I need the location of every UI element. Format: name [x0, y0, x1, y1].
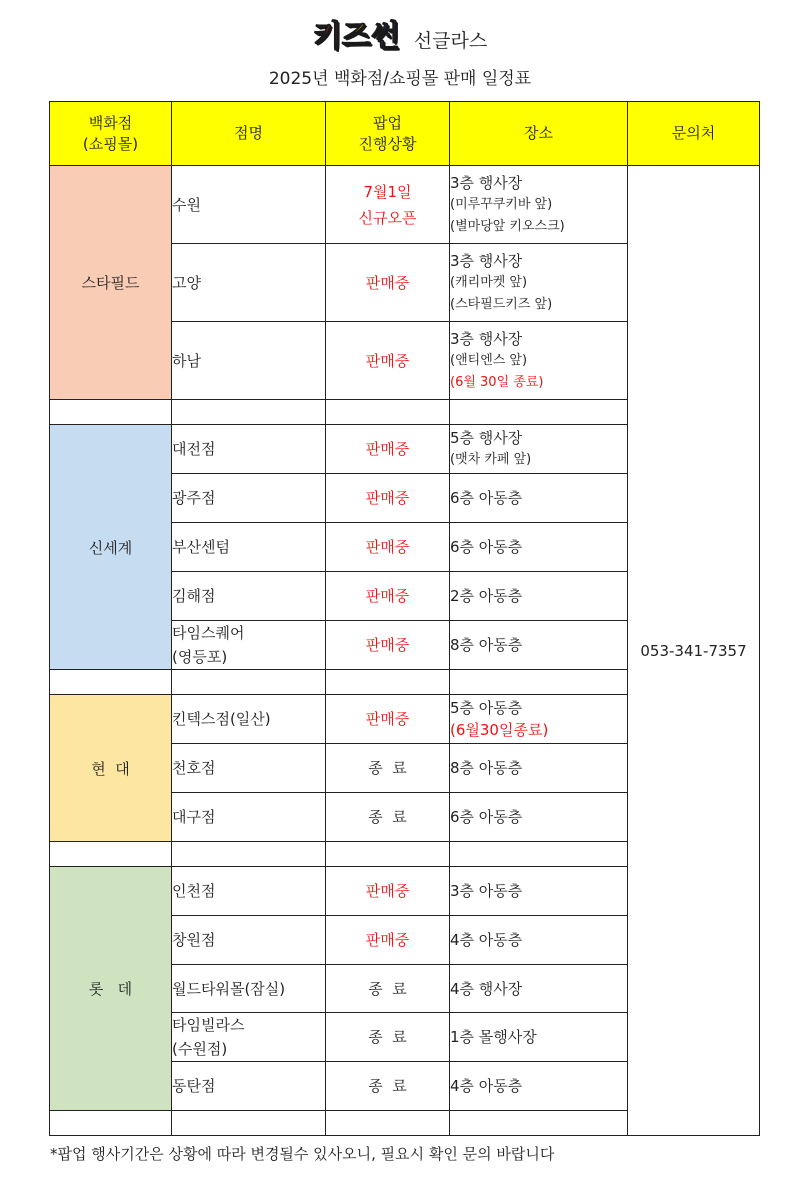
store-name: 수원 [172, 195, 201, 214]
store-name: 인천점 [172, 882, 216, 900]
status-text: 판매중 [365, 882, 410, 900]
brand-name: 선글라스 [413, 30, 488, 52]
place-detail: (스타필드키즈 앞) [450, 296, 553, 312]
spacer-cell [326, 1111, 450, 1136]
store-cell [172, 793, 326, 842]
store-cell [172, 322, 326, 400]
store-name: 동탄점 [172, 1077, 216, 1095]
status-cell [326, 1062, 450, 1111]
place-main: 1층 몰행사장 [450, 1028, 537, 1046]
spacer-cell [172, 400, 326, 425]
spacer-cell [326, 842, 450, 867]
store-cell [172, 695, 326, 744]
schedule-table [49, 101, 760, 1136]
status-cell [326, 621, 450, 670]
store-cell [172, 244, 326, 322]
column-header: 장소 [450, 102, 628, 166]
column-header: 백화점 (쇼핑몰) [50, 102, 172, 166]
place-cell [450, 322, 628, 400]
status-text: 판매중 [365, 489, 410, 507]
place-cell [450, 695, 628, 744]
store-name: 킨텍스점(일산) [172, 710, 271, 728]
place-cell [450, 916, 628, 965]
place-main: 4층 아동층 [450, 1077, 523, 1095]
place-main: 4층 아동층 [450, 931, 523, 949]
status-cell [326, 965, 450, 1013]
status-cell [326, 1013, 450, 1062]
status-text: 7월1일 신규오픈 [358, 182, 417, 227]
spacer-cell [50, 1111, 172, 1136]
status-cell [326, 695, 450, 744]
place-main: 6층 아동층 [450, 489, 523, 507]
place-main: 2층 아동층 [450, 587, 523, 605]
store-cell [172, 1062, 326, 1111]
spacer-cell [50, 400, 172, 425]
status-text: 판매중 [365, 710, 410, 728]
store-cell [172, 744, 326, 793]
place-cell [450, 1062, 628, 1111]
store-cell [172, 916, 326, 965]
status-cell [326, 425, 450, 474]
group-name: 신세계 [88, 538, 133, 557]
place-main: 5층 아동층 [450, 699, 523, 717]
status-text: 종 료 [368, 1077, 407, 1095]
place-main: 4층 행사장 [450, 979, 523, 998]
brand-logo [313, 18, 400, 56]
spacer-cell [450, 400, 628, 425]
spacer-cell [172, 1111, 326, 1136]
footnote: *팝업 행사기간은 상황에 따라 변경될수 있사오니, 필요시 확인 문의 바랍니다 [50, 1145, 555, 1163]
place-main: 5층 행사장 [450, 429, 523, 447]
status-text: 종 료 [368, 808, 407, 826]
place-cell [450, 1013, 628, 1062]
store-cell [172, 166, 326, 244]
brand-logo-char: 키 [312, 19, 342, 54]
place-main: 8층 아동층 [450, 636, 523, 654]
store-name: 김해점 [172, 587, 216, 605]
spacer-cell [50, 842, 172, 867]
place-main: 3층 아동층 [450, 882, 523, 900]
status-text: 판매중 [365, 587, 410, 605]
column-header: 점명 [172, 102, 326, 166]
place-note: (6월30일종료) [450, 721, 549, 739]
brand-logo-char: 썬 [370, 19, 400, 54]
place-main: 8층 아동층 [450, 759, 523, 777]
store-name: 부산센텀 [172, 538, 230, 556]
place-detail: (앤티엔스 앞) [450, 352, 528, 368]
status-text: 종 료 [368, 979, 407, 998]
place-note: (6월 30일 종료) [450, 374, 544, 390]
store-cell [172, 523, 326, 572]
column-header: 팝업 진행상황 [326, 102, 450, 166]
spacer-cell [450, 670, 628, 695]
group-cell [50, 166, 172, 400]
status-text: 판매중 [365, 351, 410, 370]
table-header-row [50, 102, 760, 166]
status-text: 판매중 [365, 636, 410, 654]
store-name: 광주점 [172, 489, 216, 507]
contact-phone: 053-341-7357 [640, 641, 747, 660]
status-text: 판매중 [365, 931, 410, 949]
group-name: 스타필드 [81, 274, 140, 292]
place-cell [450, 744, 628, 793]
store-cell [172, 867, 326, 916]
status-cell [326, 244, 450, 322]
status-text: 종 료 [368, 1028, 407, 1046]
store-name: 천호점 [172, 759, 216, 777]
spacer-cell [326, 400, 450, 425]
store-cell [172, 474, 326, 523]
place-main: 6층 아동층 [450, 538, 523, 556]
group-cell [50, 867, 172, 1111]
place-cell [450, 523, 628, 572]
store-cell [172, 425, 326, 474]
store-name: 타임스퀘어 (영등포) [172, 624, 245, 666]
status-cell [326, 744, 450, 793]
store-cell [172, 572, 326, 621]
place-cell [450, 621, 628, 670]
status-text: 종 료 [368, 759, 407, 777]
place-cell [450, 867, 628, 916]
store-name: 타임빌라스 (수원점) [172, 1016, 245, 1058]
spacer-cell [172, 670, 326, 695]
store-cell [172, 965, 326, 1013]
place-detail: (캐리마켓 앞) [450, 274, 528, 290]
status-cell [326, 572, 450, 621]
contact-cell [628, 166, 760, 1136]
place-cell [450, 474, 628, 523]
place-cell [450, 425, 628, 474]
group-name: 현 대 [91, 759, 130, 778]
status-cell [326, 166, 450, 244]
store-name: 대전점 [172, 440, 216, 458]
place-main: 6층 아동층 [450, 808, 523, 826]
status-cell [326, 793, 450, 842]
spacer-cell [326, 670, 450, 695]
status-text: 판매중 [365, 273, 410, 292]
place-main: 3층 행사장 [450, 329, 523, 348]
store-name: 고양 [172, 273, 201, 292]
status-text: 판매중 [365, 440, 410, 458]
store-name: 대구점 [172, 808, 216, 826]
spacer-cell [50, 670, 172, 695]
store-cell [172, 1013, 326, 1062]
status-cell [326, 322, 450, 400]
spacer-cell [450, 842, 628, 867]
place-cell [450, 572, 628, 621]
store-name: 하남 [172, 351, 201, 370]
store-name: 월드타워몰(잠실) [172, 979, 286, 998]
title-row [0, 12, 800, 56]
place-cell [450, 166, 628, 244]
store-cell [172, 621, 326, 670]
document-header [0, 12, 800, 89]
spacer-cell [172, 842, 326, 867]
store-name: 창원점 [172, 931, 216, 949]
place-main: 3층 행사장 [450, 251, 523, 270]
place-detail: (맷차 카페 앞) [450, 452, 532, 467]
place-detail: (미루꾸쿠키바 앞) [450, 196, 553, 212]
place-cell [450, 793, 628, 842]
status-text: 판매중 [365, 538, 410, 556]
status-cell [326, 867, 450, 916]
place-cell [450, 244, 628, 322]
table-row [50, 166, 760, 244]
spacer-cell [450, 1111, 628, 1136]
place-detail: (별마당앞 키오스크) [450, 218, 565, 234]
group-cell [50, 425, 172, 670]
status-cell [326, 474, 450, 523]
place-cell [450, 965, 628, 1013]
column-header: 문의처 [628, 102, 760, 166]
group-name: 롯 데 [88, 980, 133, 998]
place-main: 3층 행사장 [450, 173, 523, 192]
page-title: 2025년 백화점/쇼핑몰 판매 일정표 [268, 69, 532, 89]
brand-logo-char: 즈 [341, 19, 371, 54]
group-cell [50, 695, 172, 842]
status-cell [326, 523, 450, 572]
status-cell [326, 916, 450, 965]
